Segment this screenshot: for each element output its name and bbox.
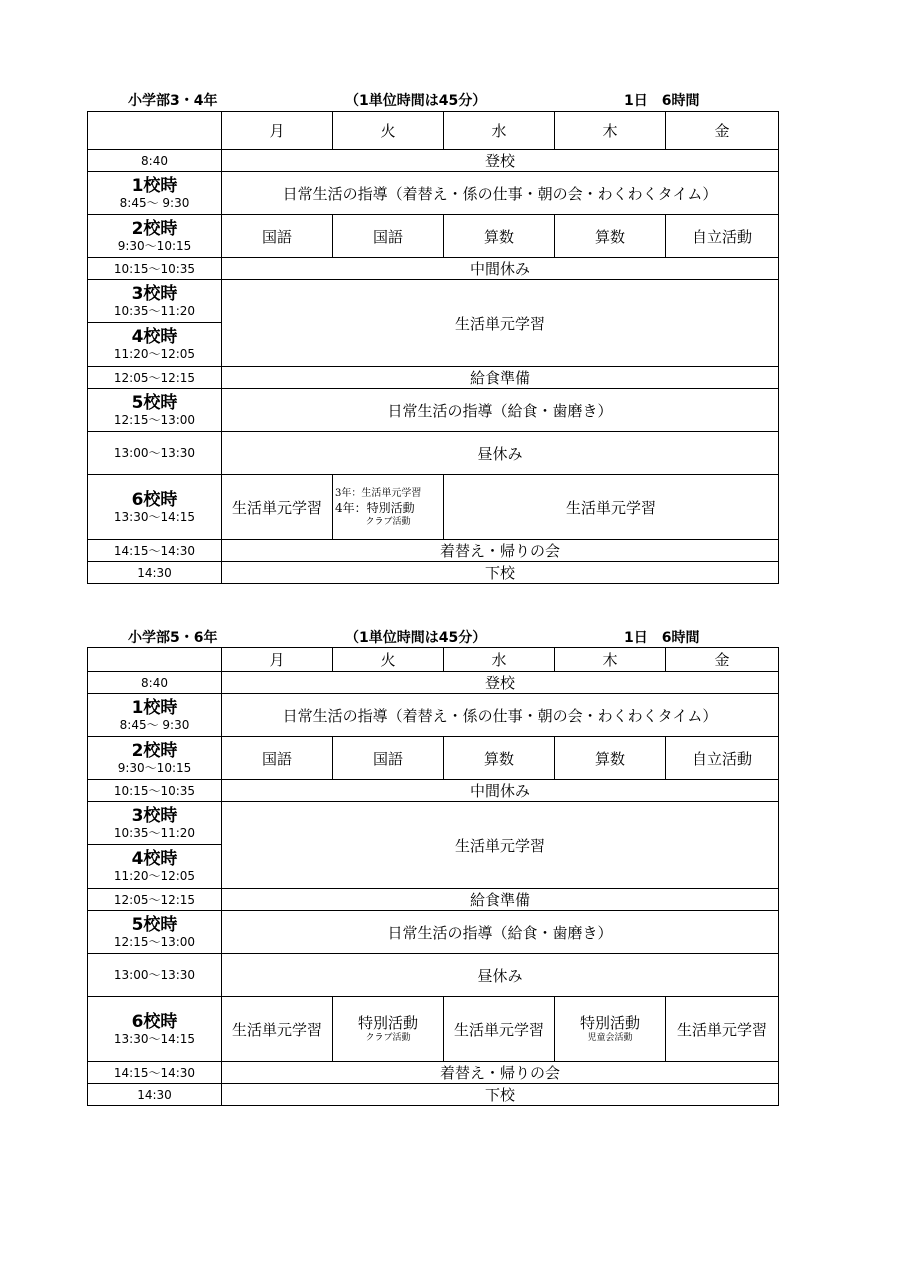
arrival-row [88,672,779,694]
lunch-prep-time: 12:05～12:15 [88,889,222,911]
day-thu: 木 [555,648,666,672]
period-5-time: 12:15～13:00 [113,934,196,949]
period-2-fri: 自立活動 [666,215,779,258]
period-1-time: 8:45～ 9:30 [119,717,190,732]
recess-row [88,432,779,475]
period-2-time: 9:30～10:15 [117,760,192,775]
period-3-4-activity: 生活単元学習 [222,280,779,367]
period-5-activity: 日常生活の指導（給食・歯磨き） [222,389,779,432]
unit-note: （1単位時間は45分） [345,630,487,646]
day-mon: 月 [222,648,333,672]
period-6-tue [333,475,444,540]
day-mon: 月 [222,112,333,150]
period-5-header [88,389,222,432]
grade-title: 小学部3・4年 [128,93,218,109]
timetable-grade-5-6 [87,647,779,1106]
period-1-name: 1校時 [131,697,178,718]
recess-label: 昼休み [222,432,779,475]
period-5-row [88,389,779,432]
recess-label: 昼休み [222,954,779,997]
period-3-name: 3校時 [131,805,178,826]
break-label: 中間休み [222,780,779,802]
period-2-name: 2校時 [131,218,178,239]
period-3-time: 10:35～11:20 [113,303,196,318]
period-4-header [88,323,222,367]
change-row [88,1062,779,1084]
period-6-wed [444,997,555,1062]
period-1-header [88,172,222,215]
period-6-tue-main: 特別活動 [357,1014,418,1032]
period-3-header [88,280,222,323]
break-row [88,780,779,802]
period-6-tue [333,997,444,1062]
recess-time: 13:00～13:30 [88,954,222,997]
period-1-row [88,172,779,215]
period-5-activity: 日常生活の指導（給食・歯磨き） [222,911,779,954]
period-2-thu: 算数 [555,737,666,780]
recess-time: 13:00～13:30 [88,432,222,475]
period-3-time: 10:35～11:20 [113,825,196,840]
day-tue: 火 [333,648,444,672]
dismiss-time: 14:30 [88,562,222,584]
period-6-tue-grade3: 3年：生活単元学習 [335,487,422,499]
period-2-thu: 算数 [555,215,666,258]
period-6-fri-main: 生活単元学習 [676,1020,767,1039]
dismiss-row [88,1084,779,1106]
period-4-header [88,845,222,889]
period-6-mon-main: 生活単元学習 [231,1020,322,1039]
period-6-name: 6校時 [131,489,178,510]
period-3-name: 3校時 [131,283,178,304]
recess-row [88,954,779,997]
period-2-fri: 自立活動 [666,737,779,780]
lunch-prep-row [88,889,779,911]
period-1-activity: 日常生活の指導（着替え・係の仕事・朝の会・わくわくタイム） [222,694,779,737]
period-2-mon: 国語 [222,737,333,780]
arrival-label: 登校 [222,150,779,172]
day-fri: 金 [666,112,779,150]
period-3-row [88,280,779,323]
corner-cell [88,112,222,150]
arrival-label: 登校 [222,672,779,694]
period-6-thu-main: 特別活動 [579,1014,640,1032]
period-1-row [88,694,779,737]
dismiss-row [88,562,779,584]
period-5-name: 5校時 [131,392,178,413]
arrival-time: 8:40 [88,672,222,694]
dismiss-time: 14:30 [88,1084,222,1106]
period-2-name: 2校時 [131,740,178,761]
period-6-tue-grade4: 4年：特別活動 [335,500,415,515]
period-2-tue: 国語 [333,737,444,780]
period-3-row [88,802,779,845]
period-5-header [88,911,222,954]
day-wed: 水 [444,112,555,150]
corner-cell [88,648,222,672]
period-1-time: 8:45～ 9:30 [119,195,190,210]
period-5-row [88,911,779,954]
break-row [88,258,779,280]
change-label: 着替え・帰りの会 [222,540,779,562]
break-time: 10:15～10:35 [88,780,222,802]
period-6-mon [222,997,333,1062]
period-4-time: 11:20～12:05 [113,347,196,361]
change-time: 14:15～14:30 [88,1062,222,1084]
day-wed: 水 [444,648,555,672]
period-6-time: 13:30～14:15 [113,1031,196,1046]
period-2-row [88,215,779,258]
period-1-header [88,694,222,737]
period-6-fri [666,997,779,1062]
period-6-name: 6校時 [131,1011,178,1032]
period-4-time: 11:20～12:05 [113,869,196,883]
grade-title: 小学部5・6年 [128,630,218,646]
period-2-time: 9:30～10:15 [117,238,192,253]
period-6-row [88,997,779,1062]
period-5-time: 12:15～13:00 [113,412,196,427]
period-2-mon: 国語 [222,215,333,258]
period-6-tue-club: クラブ活動 [365,516,411,527]
lunch-prep-time: 12:05～12:15 [88,367,222,389]
period-6-header [88,997,222,1062]
period-2-wed: 算数 [444,215,555,258]
dismiss-label: 下校 [222,1084,779,1106]
day-thu: 木 [555,112,666,150]
period-1-activity: 日常生活の指導（着替え・係の仕事・朝の会・わくわくタイム） [222,172,779,215]
period-2-wed: 算数 [444,737,555,780]
period-6-tue-sub: クラブ活動 [365,1033,411,1043]
day-note: 1日 6時間 [624,630,700,646]
period-3-header [88,802,222,845]
day-note: 1日 6時間 [624,93,700,109]
period-6-row [88,475,779,540]
period-5-name: 5校時 [131,914,178,935]
change-label: 着替え・帰りの会 [222,1062,779,1084]
break-time: 10:15～10:35 [88,258,222,280]
period-6-time: 13:30～14:15 [113,509,196,524]
period-2-header [88,215,222,258]
break-label: 中間休み [222,258,779,280]
lunch-prep-row [88,367,779,389]
period-6-wed-main: 生活単元学習 [453,1020,544,1039]
period-4-name: 4校時 [131,849,178,869]
period-6-mon: 生活単元学習 [222,475,333,540]
timetable-grade-3-4 [87,111,779,584]
period-6-wed-fri: 生活単元学習 [444,475,779,540]
period-2-row [88,737,779,780]
period-6-thu [555,997,666,1062]
day-tue: 火 [333,112,444,150]
period-6-header [88,475,222,540]
period-4-name: 4校時 [131,327,178,347]
dismiss-label: 下校 [222,562,779,584]
day-header-row [88,648,779,672]
period-3-4-activity: 生活単元学習 [222,802,779,889]
period-2-tue: 国語 [333,215,444,258]
unit-note: （1単位時間は45分） [345,93,487,109]
period-2-header [88,737,222,780]
day-fri: 金 [666,648,779,672]
day-header-row [88,112,779,150]
period-1-name: 1校時 [131,175,178,196]
arrival-row [88,150,779,172]
period-6-thu-sub: 児童会活動 [587,1033,633,1043]
lunch-prep-label: 給食準備 [222,367,779,389]
lunch-prep-label: 給食準備 [222,889,779,911]
change-row [88,540,779,562]
change-time: 14:15～14:30 [88,540,222,562]
arrival-time: 8:40 [88,150,222,172]
